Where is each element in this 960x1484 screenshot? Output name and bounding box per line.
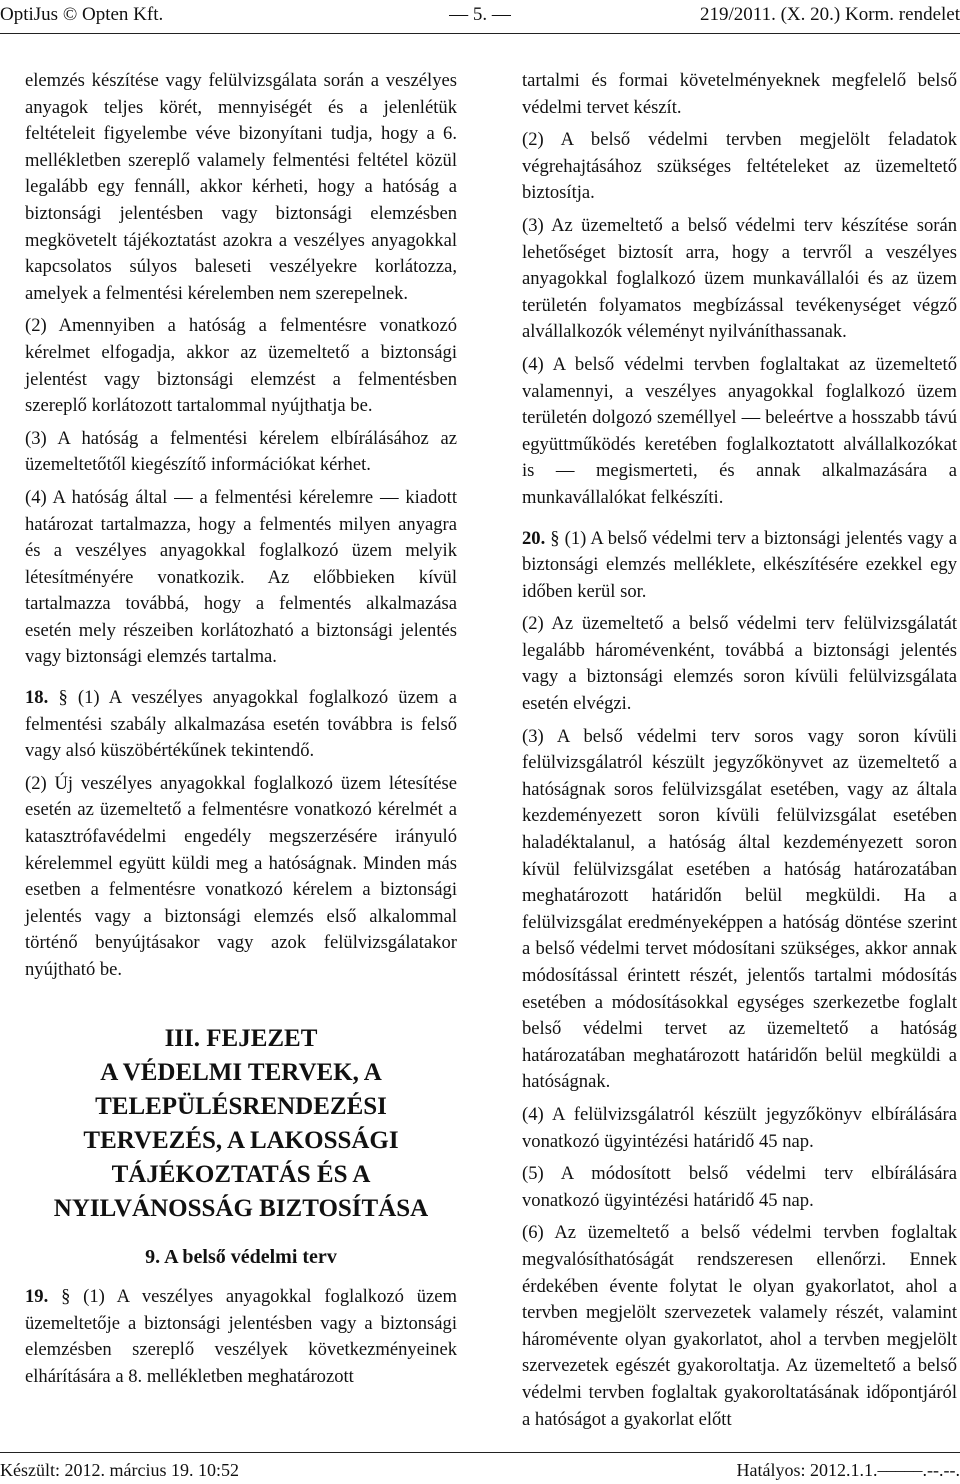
publisher-label: OptiJus © Opten Kft. xyxy=(0,4,164,25)
paragraph: (2) Az üzemeltető a belső védelmi terv felülvizsgálatát legalább háromévenként, továbbá a biztonsági jelentés vagy a biztonsági elemzés soron kívüli felülvizsgálata esetén elvégzi. xyxy=(522,613,957,715)
section-20 xyxy=(522,526,957,606)
right-column xyxy=(522,68,957,1439)
paragraph: (4) A hatóság által — a felmentési kérelemre — kiadott határozat tartalmazza, hogy a felmentés milyen anyagra és a veszélyes anyagokkal foglalkozó üzem melyik létesítményére vonatkozik. Az előbbieken kívül tartalmazza továbbá, hogy a felmentés alkalmazása esetén mely részeiben korlátozható a biztonsági jelentés vagy biztonsági elemzés tartalma. xyxy=(25,486,457,668)
section-text: § (1) A belső védelmi terv a biztonsági jelentés vagy a biztonsági elemzés melléklete, elkészítésére ezekkel egy időben kerül sor. xyxy=(522,527,957,602)
page-header xyxy=(0,0,960,34)
paragraph: (4) A belső védelmi tervben foglaltakat az üzemeltető valamennyi, a veszélyes anyagokkal foglalkozó üzem területén dolgozó személlyel — beleértve a hosszabb távú együttműködés keretében foglalkoztatott alvállalkozókat is — megismerteti, és annak alkalmazására a munkavállalókat felkészíti. xyxy=(522,353,957,508)
paragraph: tartalmi és formai követelményeknek megfelelő belső védelmi tervet készít. xyxy=(522,70,957,118)
header-divider xyxy=(0,33,960,34)
section-number: 19. xyxy=(25,1286,49,1308)
subsection-title: 9. A belső védelmi terv xyxy=(145,1245,337,1268)
section-text: § (1) A veszélyes anyagokkal foglalkozó üzem üzemeltetője a biztonsági jelentésben vagy a biztonsági elemzésben szereplő veszélyek következményeinek elhárítására a 8. mellékletben meghatározott xyxy=(25,1286,457,1387)
section-18 xyxy=(25,685,457,765)
paragraph: (6) Az üzemeltető a belső védelmi tervben foglaltak megvalósíthatóságát rendszeresen ellenőrzi. Ennek érdekében évente folytat le olyan gyakorlatot, ahol a tervben megjelölt szervezetek valamely részét, valamint háromévente olyan gyakorlatot, ahol a tervben megjelölt szervezetek egészét gyakoroltatja. Az üzemeltető a belső védelmi tervben foglaltak gyakoroltatásának időpontjáról a hatóságot a gyakorlat előtt xyxy=(522,1222,957,1430)
chapter-line: TÁJÉKOZTATÁS ÉS A xyxy=(111,1160,371,1188)
paragraph: (2) A belső védelmi tervben megjelölt feladatok végrehajtásához szükséges feltételeket az üzemeltető biztosítja. xyxy=(522,129,957,204)
paragraph: (4) A felülvizsgálatról készült jegyzőkönyv elbírálására vonatkozó ügyintézési határidő 45 nap. xyxy=(522,1103,957,1152)
paragraph: elemzés készítése vagy felülvizsgálata során a veszélyes anyagok teljes körét, mennyiségét és a jelenlétük feltételeit figyelembe véve bizonyítani tudja, hogy a 6. mellékletben szereplő valamely felmentési feltétel közül legalább egy fennáll, akkor kérheti, hogy a hatóság a biztonsági jelentésben vagy biztonsági elemzésben megkövetelt tájékoztatást azokra a veszélyes anyagokkal kapcsolatos súlyos baleseti veszélyekre korlátozza, amelyek a felmentési kérelemben nem szerepelnek. xyxy=(25,70,457,304)
chapter-line: III. FEJEZET xyxy=(164,1024,318,1052)
effective-date: Hatályos: 2012.1.1.–––––.--.--. xyxy=(736,1460,960,1480)
chapter-line: NYILVÁNOSSÁG BIZTOSÍTÁSA xyxy=(53,1194,429,1222)
paragraph: (3) A belső védelmi terv soros vagy soron kívüli felülvizsgálatról készült jegyzőkönyvet az üzemeltető a hatóságnak soros felülvizsgálat esetében, vagy az általa kezdeményezett soron kívüli felülvizsgálat esetében haladéktalanul, a hatóság által kezdeményezett soron kívül felülvizsgálat esetében a hatóság határozatában meghatározott határidőn belül megküldi. Ha a felülvizsgálat eredményeképpen a hatóság döntése szerint a belső védelmi tervet módosítani szükséges, akkor annak módosítással érintett részét, jelentős tartalmi módosítás esetében a módosításokkal egységes szerkezetbe foglalt belső védelmi tervet az üzemeltető a hatóság határozatában meghatározott határidőn belül megküldi a hatóságnak. xyxy=(522,725,957,1093)
section-number: 18. xyxy=(25,687,49,709)
paragraph: (3) Az üzemeltető a belső védelmi terv készítése során lehetőséget biztosít arra, hogy a tervről a veszélyes anyagokkal foglalkozó üzem munkavállalói és az üzem területén folyamatos megbízással tevékenységet végző alvállalkozók véleményt nyilváníthassanak. xyxy=(522,214,957,343)
paragraph: (2) Amennyiben a hatóság a felmentésre vonatkozó kérelmet elfogadja, akkor az üzemeltető a biztonsági jelentést vagy biztonsági elemzést a felmentésben szereplő korlátozott tartalommal nyújthatja be. xyxy=(25,315,457,417)
paragraph: (2) Új veszélyes anyagokkal foglalkozó üzem létesítése esetén az üzemeltető a felmentésre vonatkozó kérelmét a katasztrófavédelmi engedély megszerzésére irányuló kérelemmel együtt küldi meg a hatóságnak. Minden más esetben a felmentésre vonatkozó kérelem a biztonsági jelentés vagy a biztonsági elemzés első alkalommal történő benyújtásakor vagy azok felülvizsgálatakor nyújtható be. xyxy=(25,772,457,980)
regulation-title: 219/2011. (X. 20.) Korm. rendelet xyxy=(700,4,960,25)
paragraph: (3) A hatóság a felmentési kérelem elbírálásához az üzemeltetőtől kiegészítő információkat kérhet. xyxy=(25,427,457,476)
section-number: 20. xyxy=(522,527,546,549)
chapter-line: A VÉDELMI TERVEK, A xyxy=(100,1058,382,1086)
paragraph: (5) A módosított belső védelmi terv elbírálására vonatkozó ügyintézési határidő 45 nap. xyxy=(522,1163,957,1211)
created-date: Készült: 2012. március 19. 10:52 xyxy=(0,1460,239,1480)
page-number: — 5. — xyxy=(449,4,511,25)
section-19 xyxy=(25,1284,457,1390)
chapter-line: TELEPÜLÉSRENDEZÉSI xyxy=(95,1092,387,1120)
chapter-line: TERVEZÉS, A LAKOSSÁGI xyxy=(83,1126,399,1154)
footer-divider xyxy=(0,1452,960,1453)
page-footer xyxy=(0,1460,960,1484)
chapter-title xyxy=(25,1022,457,1226)
section-text: § (1) A veszélyes anyagokkal foglalkozó üzem a felmentési szabály alkalmazása esetén továbbra is felső vagy alsó küszöbértékűnek tekintendő. xyxy=(25,687,458,762)
left-column xyxy=(25,68,457,1397)
